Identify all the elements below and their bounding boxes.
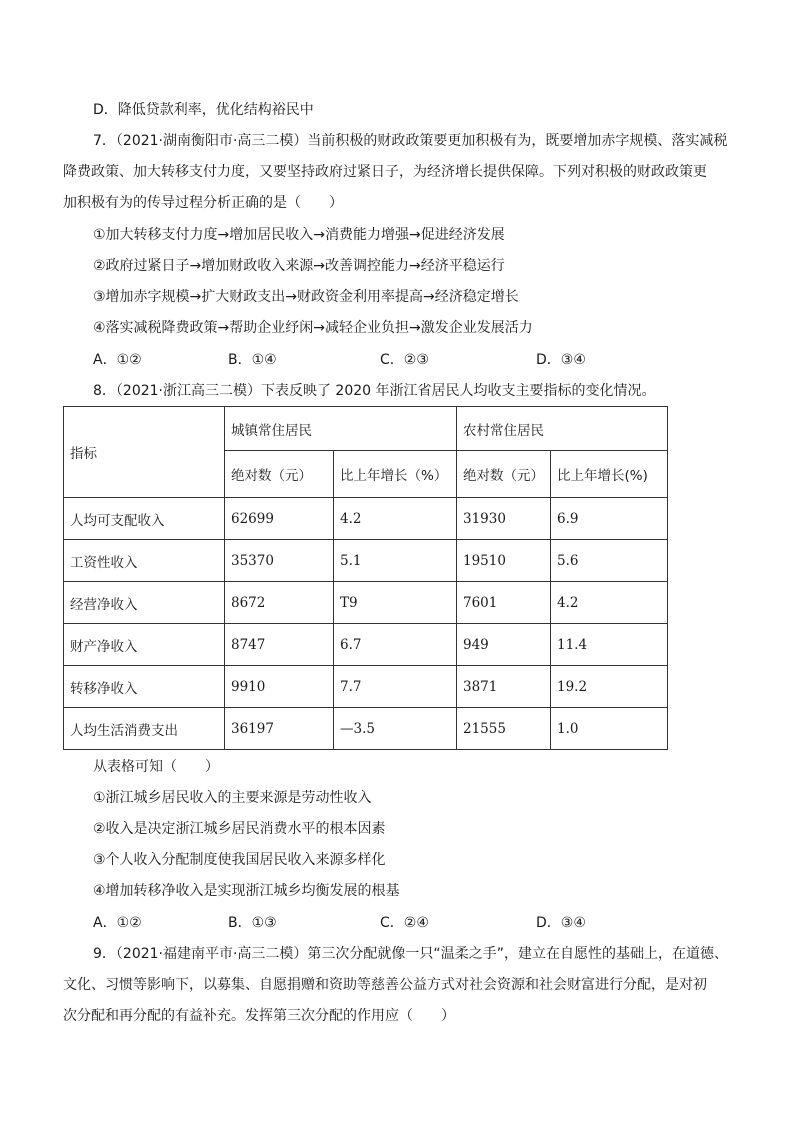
cell-urban-growth: T9	[334, 582, 457, 624]
q8-option-d: D．③④	[536, 915, 586, 931]
header-indicator: 指标	[64, 407, 225, 498]
q7-option-b: B．①④	[228, 352, 277, 368]
cell-urban-abs: 35370	[225, 540, 334, 582]
cell-urban-abs: 36197	[225, 708, 334, 750]
q7-stem-line-3: 加积极有为的传导过程分析正确的是（ ）	[63, 195, 343, 211]
cell-rural-abs: 3871	[457, 666, 551, 708]
cell-rural-abs: 19510	[457, 540, 551, 582]
cell-urban-growth: 7.7	[334, 666, 457, 708]
q7-stem-line-2: 降费政策、加大转移支付力度，又要坚持政府过紧日子，为经济增长提供保障。下列对积极的财政政策更	[63, 164, 707, 180]
row-label: 转移净收入	[64, 666, 225, 708]
q7-statement-3: ③增加赤字规模→扩大财政支出→财政资金利用率提高→经济稳定增长	[93, 289, 519, 305]
table-row	[64, 708, 668, 750]
cell-rural-abs: 7601	[457, 582, 551, 624]
q8-option-b: B．①③	[228, 915, 277, 931]
q9-stem-line-2: 文化、习惯等影响下，以募集、自愿捐赠和资助等慈善公益方式对社会资源和社会财富进行分配，是对初	[63, 977, 707, 993]
q8-statement-3: ③个人收入分配制度使我国居民收入来源多样化	[93, 852, 386, 868]
cell-rural-growth: 11.4	[551, 624, 668, 666]
cell-rural-growth: 1.0	[551, 708, 668, 750]
row-label: 人均可支配收入	[64, 498, 225, 540]
q8-statement-4: ④增加转移净收入是实现浙江城乡均衡发展的根基	[93, 883, 400, 899]
header-rural-growth: 比上年增长(%)	[551, 451, 668, 498]
cell-rural-growth: 6.9	[551, 498, 668, 540]
cell-urban-abs: 9910	[225, 666, 334, 708]
header-rural: 农村常住居民	[457, 407, 668, 451]
q7-option-c: C．②③	[380, 352, 429, 368]
cell-rural-abs: 21555	[457, 708, 551, 750]
cell-urban-growth: 5.1	[334, 540, 457, 582]
cell-rural-growth: 5.6	[551, 540, 668, 582]
row-label: 工资性收入	[64, 540, 225, 582]
cell-urban-growth: —3.5	[334, 708, 457, 750]
cell-rural-growth: 4.2	[551, 582, 668, 624]
cell-rural-growth: 19.2	[551, 666, 668, 708]
q8-statement-1: ①浙江城乡居民收入的主要来源是劳动性收入	[93, 790, 372, 806]
cell-urban-abs: 8672	[225, 582, 334, 624]
q8-option-a: A．①②	[93, 915, 142, 931]
q9-stem-line-1: 9．（2021·福建南平市·高三二模）第三次分配就像一只“温柔之手”，建立在自愿性的基础上，在道德、	[93, 946, 728, 962]
header-urban: 城镇常住居民	[225, 407, 457, 451]
q9-stem-line-3: 次分配和再分配的有益补充。发挥第三次分配的作用应（ ）	[63, 1008, 455, 1024]
q7-statement-4: ④落实减税降费政策→帮助企业纾闲→减轻企业负担→激发企业发展活力	[93, 320, 533, 336]
row-label: 财产净收入	[64, 624, 225, 666]
cell-rural-abs: 31930	[457, 498, 551, 540]
header-rural-abs: 绝对数（元）	[457, 451, 551, 498]
row-label: 人均生活消费支出	[64, 708, 225, 750]
table-row	[64, 624, 668, 666]
q6-option-d: D．降低贷款利率，优化结构裕民中	[93, 102, 314, 118]
q7-statement-2: ②政府过紧日子→增加财政收入来源→改善调控能力→经济平稳运行	[93, 258, 505, 274]
q7-option-d: D．③④	[536, 352, 586, 368]
income-table	[63, 406, 668, 750]
q8-statement-2: ②收入是决定浙江城乡居民消费水平的根本因素	[93, 821, 386, 837]
cell-urban-growth: 6.7	[334, 624, 457, 666]
table-row	[64, 666, 668, 708]
header-urban-abs: 绝对数（元）	[225, 451, 334, 498]
q7-statement-1: ①加大转移支付力度→增加居民收入→消费能力增强→促进经济发展	[93, 227, 505, 243]
q7-stem-line-1: 7．（2021·湖南衡阳市·高三二模）当前积极的财政政策要更加积极有为，既要增加赤字规模、落实减税	[93, 133, 728, 149]
header-urban-growth: 比上年增长（%）	[334, 451, 457, 498]
table-row	[64, 540, 668, 582]
q8-intro: 8．（2021·浙江高三二模）下表反映了 2020 年浙江省居民人均收支主要指标的变化情况。	[93, 383, 656, 399]
table-row	[64, 582, 668, 624]
cell-urban-abs: 62699	[225, 498, 334, 540]
cell-urban-abs: 8747	[225, 624, 334, 666]
cell-urban-growth: 4.2	[334, 498, 457, 540]
cell-rural-abs: 949	[457, 624, 551, 666]
row-label: 经营净收入	[64, 582, 225, 624]
q8-ask: 从表格可知（ ）	[93, 759, 219, 775]
q7-option-a: A．①②	[93, 352, 142, 368]
table-row	[64, 498, 668, 540]
q8-option-c: C．②④	[380, 915, 429, 931]
